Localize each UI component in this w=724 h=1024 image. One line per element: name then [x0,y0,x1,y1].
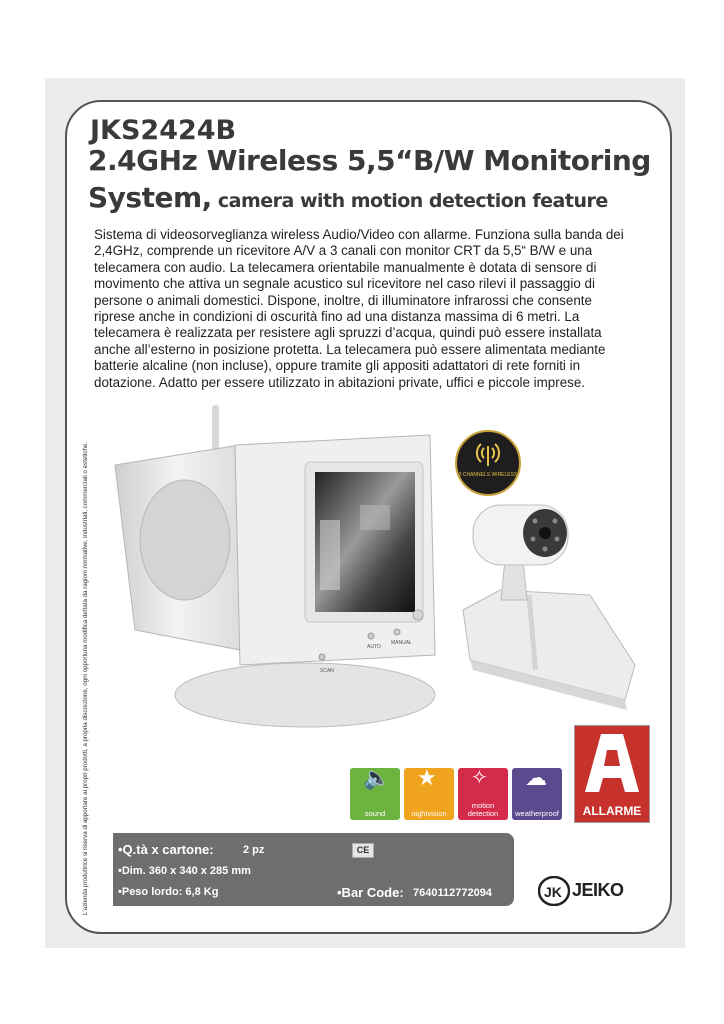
alarm-a-logo [583,732,641,794]
title-system: System, [88,181,212,214]
channels-badge [455,430,521,496]
feature-label: nightvision [411,809,447,818]
speaker-icon: 🔈 [363,765,391,790]
cloud-rain-icon: ☁ [525,765,547,790]
camera-image [455,495,645,715]
speaker-grille [140,480,230,600]
product-description: Sistema di videosorveglianza wireless Audio/Video con allarme. Funziona sulla banda dei 2,4GHz, comprende un ricevitore A/V a 3 canali con monitor CRT da 5,5“ B/W e una telecamera con audio. La telecamera orientabile manualmente è dotata di sensore di movimento che attiva un segnale acustico sul ricevitore nel caso rilevi il passaggio di persone o animali domestici. Dispone, inoltre, di illuminatore infrarossi che consente riprese anche in condizioni di oscurità fino ad una distanza massima di 6 metri. La telecamera è realizzata per resistere agli spruzzi d’acqua, quindi può essere installata anche all’esterno in posizione protetta. La telecamera può essere alimentata mediante batterie alcaline (non incluse), oppure tramite gli appositi adattatori di rete forniti in dotazione. Adatto per essere utilizzato in abitazioni private, uffici e piccole imprese. [94,227,624,390]
weight: •Peso lordo: 6,8 Kg [118,886,219,898]
feature-weatherproof [512,765,562,820]
jk-emblem-icon [538,876,570,906]
button-label-manual: MANUAL [391,640,412,646]
product-title-line1: 2.4GHz Wireless 5,5“B/W Monitoring [88,144,651,177]
feature-sound [350,765,400,820]
power-button [413,610,423,620]
button-label-scan: SCAN [320,668,334,674]
barcode-value: 7640112772094 [413,887,492,899]
badge-label: 3 CHANNELS WIRELESS [458,472,518,478]
antenna-signal-icon [473,440,503,468]
button-label-auto: AUTO [367,644,381,650]
feature-nightvision [404,765,454,820]
title-subtitle: camera with motion detection feature [211,190,608,212]
stars-icon: ★ [417,765,437,790]
person-motion-icon: ✧ [471,767,488,789]
model-code: JKS2424B [90,115,237,146]
alarm-badge [574,725,650,823]
ce-mark: CE [352,843,374,858]
disclaimer-text: L'azienda produttrice si riserva di apportare ai propri prodotti, a propria discrezione, ogni opportuna modifica dettata da ragioni normative, industriali, commerciali o estetiche. [82,441,89,915]
feature-label: weatherproof [515,809,559,818]
monitor-image [105,400,445,745]
quantity-value: 2 pz [243,844,265,856]
dimensions: •Dim. 360 x 340 x 285 mm [118,865,251,877]
feature-motion-detection [458,768,508,820]
product-title-line2 [88,181,608,214]
svg-text:JK: JK [544,884,562,900]
monitor-stand [175,663,435,727]
quantity-label: •Q.tà x cartone: [118,842,214,857]
feature-label: sound [364,809,386,818]
barcode-label: •Bar Code: [337,885,404,900]
alarm-label: ALLARME [582,804,642,818]
brand-name: JEIKO [572,880,624,900]
jeiko-logo [538,876,636,906]
feature-label: motion detection [467,801,499,818]
side-disclaimer [82,441,96,915]
